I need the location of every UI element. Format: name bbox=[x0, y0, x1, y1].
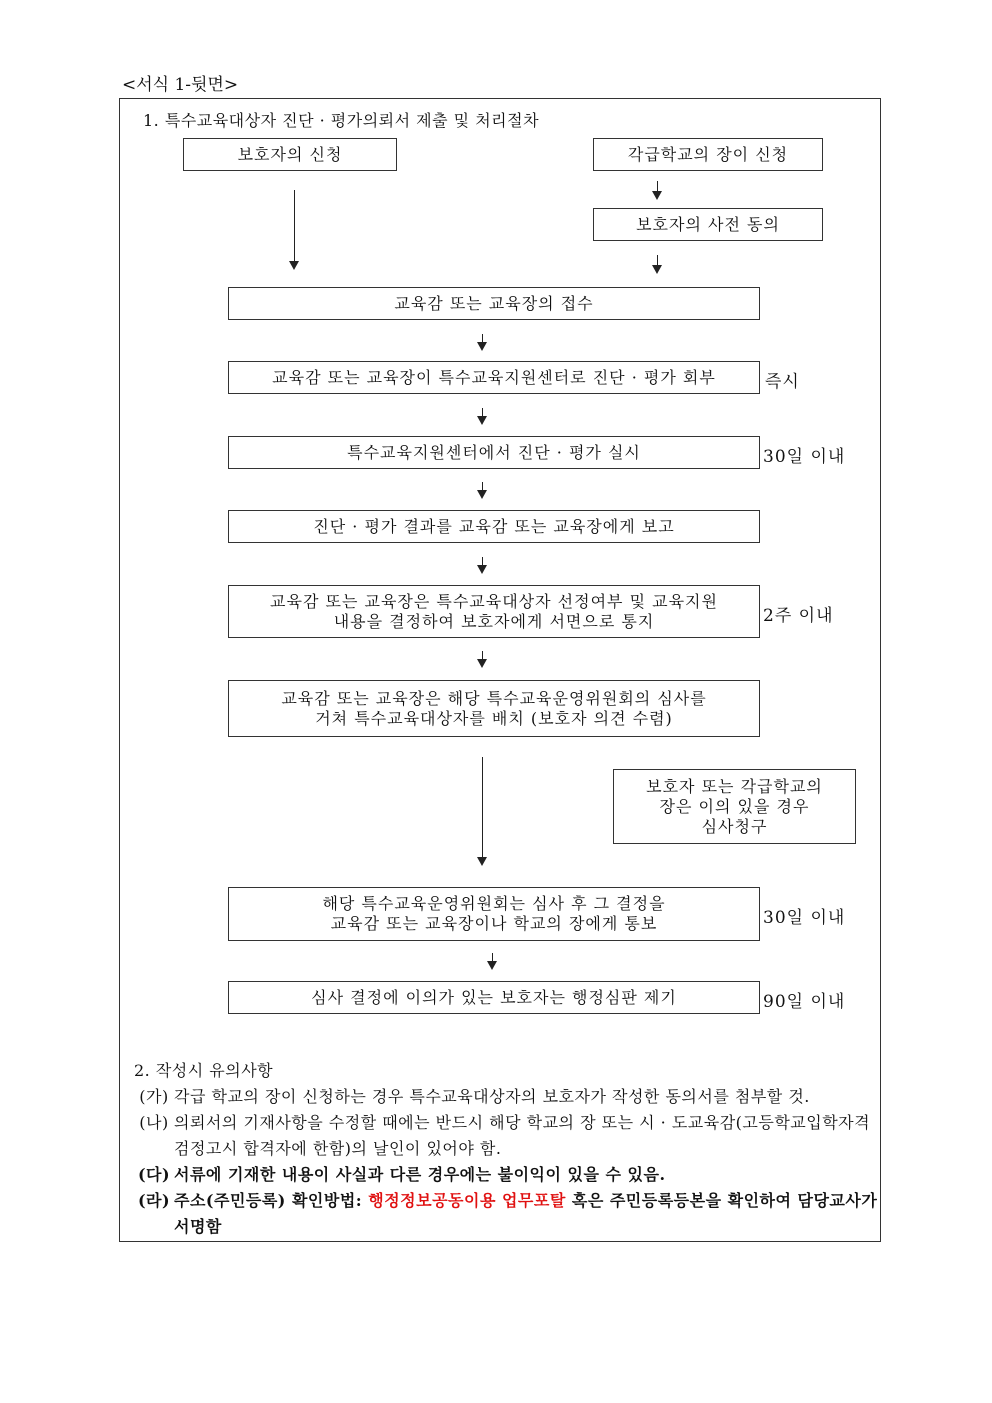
arrow-down-icon bbox=[657, 255, 658, 272]
step-school-head-apply: 각급학교의 장이 신청 bbox=[593, 138, 823, 171]
deadline-refer: 즉시 bbox=[765, 372, 800, 392]
step-place-line1: 교육감 또는 교육장은 해당 특수교육운영위원회의 심사를 bbox=[281, 688, 707, 708]
note-text-before: 주소(주민등록) 확인방법: bbox=[174, 1191, 369, 1210]
step-place-line2: 거쳐 특수교육대상자를 배치 (보호자 의견 수렴) bbox=[315, 708, 673, 728]
arrow-down-icon bbox=[482, 408, 483, 423]
arrow-down-icon bbox=[294, 190, 295, 268]
section2-title: 2. 작성시 유의사항 bbox=[134, 1061, 274, 1080]
deadline-admin-appeal: 90일 이내 bbox=[763, 992, 846, 1012]
step-decide-line1: 교육감 또는 교육장은 특수교육대상자 선정여부 및 교육지원 bbox=[270, 591, 718, 611]
step-review-line1: 해당 특수교육운영위원회는 심사 후 그 결정을 bbox=[322, 894, 666, 913]
step-review bbox=[228, 887, 760, 941]
step-receipt: 교육감 또는 교육장의 접수 bbox=[228, 287, 760, 320]
note-item bbox=[134, 1162, 880, 1188]
arrow-down-icon bbox=[482, 557, 483, 572]
arrow-down-icon bbox=[657, 181, 658, 198]
note-text: 각급 학교의 장이 신청하는 경우 특수교육대상자의 보호자가 작성한 동의서를 첨부할 것. bbox=[174, 1087, 810, 1106]
arrow-down-icon bbox=[482, 651, 483, 666]
section2 bbox=[134, 1058, 880, 1240]
note-mark: (라) bbox=[137, 1191, 171, 1210]
deadline-decide: 2주 이내 bbox=[763, 606, 834, 626]
step-decide-line2: 내용을 결정하여 보호자에게 서면으로 통지 bbox=[333, 611, 655, 631]
arrow-down-icon bbox=[492, 953, 493, 968]
note-text: 의뢰서의 기재사항을 수정할 때에는 반드시 해당 학교의 장 또는 시 · 도교육감(고등학교입학자격검정고시 합격자에 한함)의 날인이 있어야 함. bbox=[174, 1113, 871, 1158]
step-decide bbox=[228, 585, 760, 638]
step-refer: 교육감 또는 교육장이 특수교육지원센터로 진단 · 평가 회부 bbox=[228, 361, 760, 394]
note-text: 서류에 기재한 내용이 사실과 다른 경우에는 불이익이 있을 수 있음. bbox=[174, 1165, 666, 1184]
arrow-down-icon bbox=[482, 334, 483, 349]
note-mark: (나) bbox=[139, 1113, 169, 1132]
note-item bbox=[134, 1188, 880, 1240]
note-mark: (가) bbox=[139, 1087, 169, 1106]
step-review-line2: 교육감 또는 교육장이나 학교의 장에게 통보 bbox=[330, 914, 658, 933]
deadline-evaluate: 30일 이내 bbox=[763, 447, 846, 467]
note-mark: (다) bbox=[137, 1165, 171, 1184]
step-appeal bbox=[613, 769, 856, 844]
arrow-down-icon bbox=[482, 757, 483, 864]
note-text bbox=[174, 1188, 880, 1240]
step-appeal-line3: 심사청구 bbox=[701, 816, 768, 836]
step-evaluate: 특수교육지원센터에서 진단 · 평가 실시 bbox=[228, 436, 760, 469]
deadline-review: 30일 이내 bbox=[763, 908, 846, 928]
step-report: 진단 · 평가 결과를 교육감 또는 교육장에게 보고 bbox=[228, 510, 760, 543]
note-text-after: 혹은 주민등록등본을 확인하여 담당교사가 서명함 bbox=[174, 1191, 878, 1236]
step-guardian-consent: 보호자의 사전 동의 bbox=[593, 208, 823, 241]
step-appeal-line1: 보호자 또는 각급학교의 bbox=[646, 776, 823, 796]
arrow-down-icon bbox=[482, 482, 483, 497]
section1-title: 1. 특수교육대상자 진단 · 평가의뢰서 제출 및 처리절차 bbox=[143, 111, 540, 130]
note-item bbox=[134, 1084, 880, 1110]
note-text-highlight: 행정정보공동이용 업무포탈 bbox=[368, 1191, 566, 1210]
step-place bbox=[228, 680, 760, 737]
step-appeal-line2: 장은 이의 있을 경우 bbox=[659, 796, 810, 816]
step-admin-appeal: 심사 결정에 이의가 있는 보호자는 행정심판 제기 bbox=[228, 981, 760, 1014]
step-guardian-apply: 보호자의 신청 bbox=[183, 138, 397, 171]
form-label: <서식 1-뒷면> bbox=[122, 75, 239, 95]
note-item bbox=[134, 1110, 880, 1162]
